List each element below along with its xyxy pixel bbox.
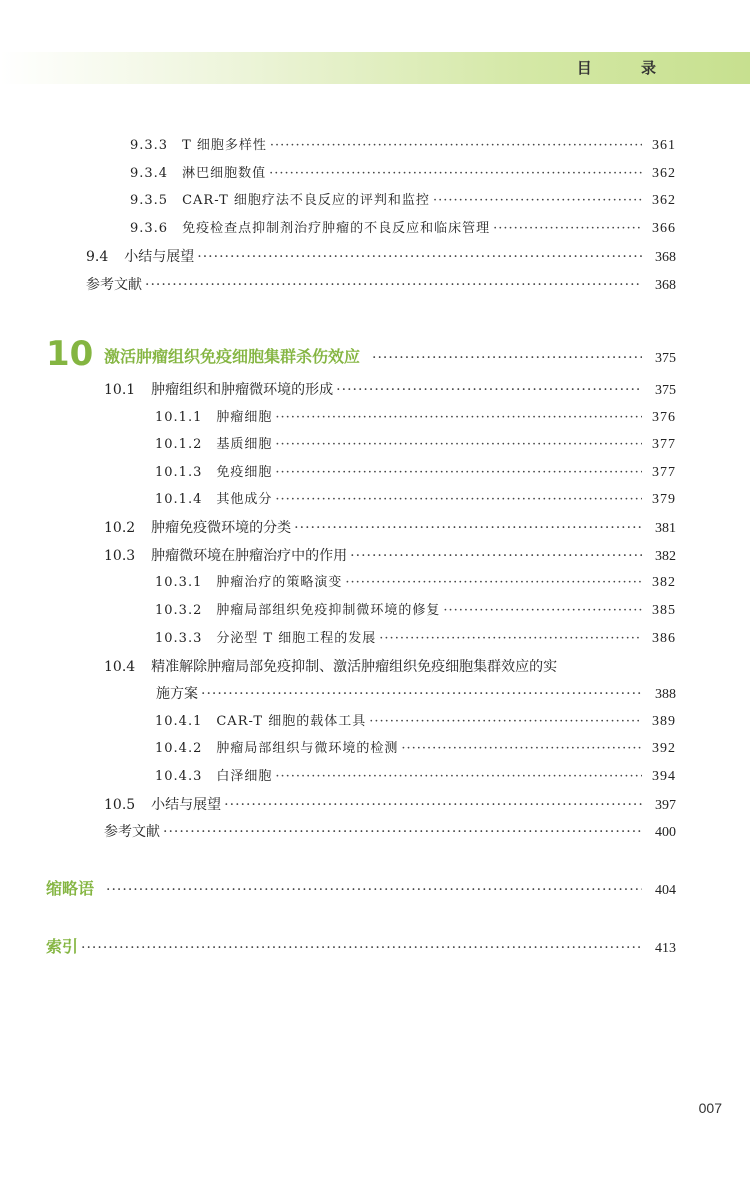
dot-leader [379,628,642,650]
entry-title: 小结与展望 [151,797,222,813]
entry-title: 肿瘤细胞 [216,410,273,425]
entry-page: 404 [655,883,676,898]
entry-title: 肿瘤局部组织与微环境的检测 [216,741,399,756]
abbreviations-entry[interactable] [46,878,676,902]
toc-entry[interactable] [86,274,676,296]
entry-number: 10.4 [104,659,136,675]
entry-page: 361 [652,138,676,153]
entry-title: 免疫检查点抑制剂治疗肿瘤的不良反应和临床管理 [182,221,491,236]
entry-page: 389 [652,714,676,729]
entry-title: 免疫细胞 [216,465,273,480]
entry-number: 10.1.4 [155,492,203,507]
entry-page: 397 [655,798,676,813]
entry-page: 376 [652,410,676,425]
entry-number: 9.3.5 [130,193,169,208]
dot-leader [201,683,642,705]
toc-entry[interactable] [104,517,676,539]
entry-number: 9.3.4 [130,166,169,181]
toc-entry[interactable] [130,218,676,240]
entry-page: 382 [655,549,676,564]
dot-leader [275,766,642,788]
entry-number: 10.4.3 [155,769,203,784]
dot-leader [372,347,642,369]
entry-page: 392 [652,741,676,756]
toc-entry[interactable] [155,766,676,788]
toc-entry[interactable] [104,821,676,843]
entry-page: 413 [655,941,676,956]
dot-leader [106,879,642,901]
entry-number: 10.2 [104,520,136,536]
entry-title: 分泌型 T 细胞工程的发展 [216,631,377,646]
entry-page: 375 [655,351,676,366]
toc-entry[interactable] [104,379,676,401]
toc-entry[interactable] [155,600,676,622]
entry-page: 368 [655,250,676,265]
index-entry[interactable] [46,936,676,960]
entry-page: 366 [652,221,676,236]
entry-number: 10.3.3 [155,631,203,646]
toc-entry[interactable] [155,738,676,760]
dot-leader [294,517,642,539]
entry-title: 施方案 [156,686,198,702]
toc-entry[interactable] [155,489,676,511]
entry-title: 淋巴细胞数值 [182,166,267,181]
entry-number: 10.5 [104,797,136,813]
dot-leader [350,545,642,567]
page-number: 007 [698,1100,722,1116]
dot-leader [493,218,642,240]
entry-number: 10.1.2 [155,437,203,452]
dot-leader [270,135,642,157]
toc-entry-continuation[interactable] [104,683,676,705]
entry-number: 9.3.6 [130,221,169,236]
chapter-heading[interactable] [104,346,676,368]
entry-title: CAR-T 细胞疗法不良反应的评判和监控 [182,193,430,208]
entry-page: 379 [652,492,676,507]
entry-number: 9.4 [86,249,109,265]
entry-title: 参考文献 [86,277,142,293]
dot-leader [443,600,642,622]
header-title: 目 录 [576,59,678,77]
dot-leader [275,489,642,511]
toc-entry[interactable] [155,628,676,650]
toc-entry[interactable] [130,190,676,212]
index-title: 索引 [46,937,79,956]
entry-page: 375 [655,383,676,398]
dot-leader [224,794,642,816]
entry-title: 肿瘤治疗的策略演变 [216,575,343,590]
toc-entry[interactable] [104,656,676,678]
toc-entry[interactable] [155,407,676,429]
entry-title: 参考文献 [104,824,160,840]
dot-leader [197,246,642,268]
entry-page: 388 [655,687,676,702]
dot-leader [336,379,642,401]
dot-leader [433,190,642,212]
entry-title: 肿瘤局部组织免疫抑制微环境的修复 [216,603,441,618]
toc-entry[interactable] [104,794,676,816]
dot-leader [369,711,642,733]
entry-page: 381 [655,521,676,536]
dot-leader [275,462,642,484]
dot-leader [345,572,642,594]
toc-entry[interactable] [155,572,676,594]
entry-page: 382 [652,575,676,590]
entry-page: 385 [652,603,676,618]
entry-number: 10.3 [104,548,136,564]
toc-entry[interactable] [104,545,676,567]
toc-entry[interactable] [130,163,676,185]
entry-title: 小结与展望 [124,249,195,265]
entry-number: 9.3.3 [130,138,169,153]
toc-entry[interactable] [86,246,676,268]
entry-number: 10.4.1 [155,714,203,729]
toc-entry[interactable] [155,434,676,456]
dot-leader [145,274,642,296]
entry-page: 377 [652,437,676,452]
entry-title: 肿瘤微环境在肿瘤治疗中的作用 [151,548,348,564]
entry-page: 368 [655,278,676,293]
entry-number: 10.1.3 [155,465,203,480]
dot-leader [163,821,642,843]
entry-number: 10.3.2 [155,603,203,618]
entry-title: 精准解除肿瘤局部免疫抑制、激活肿瘤组织免疫细胞集群效应的实 [151,659,558,675]
toc-entry[interactable] [155,462,676,484]
entry-title: 基质细胞 [216,437,273,452]
entry-title: 肿瘤组织和肿瘤微环境的形成 [151,382,334,398]
entry-title: 其他成分 [216,492,273,507]
entry-page: 394 [652,769,676,784]
entry-page: 386 [652,631,676,646]
dot-leader [275,407,642,429]
entry-page: 400 [655,825,676,840]
entry-title: 肿瘤免疫微环境的分类 [151,520,292,536]
dot-leader [401,738,642,760]
entry-page: 362 [652,193,676,208]
entry-number: 10.1.1 [155,410,203,425]
entry-title: 白泽细胞 [216,769,273,784]
entry-title: T 细胞多样性 [182,138,267,153]
dot-leader [269,163,642,185]
toc-entry[interactable] [130,135,676,157]
entry-page: 377 [652,465,676,480]
toc-entry[interactable] [155,711,676,733]
entry-number: 10.1 [104,382,136,398]
chapter-number: 10 [46,334,94,374]
entry-page: 362 [652,166,676,181]
dot-leader [81,937,642,959]
abbreviations-title: 缩略语 [46,879,95,898]
entry-title: CAR-T 细胞的载体工具 [216,714,367,729]
dot-leader [275,434,642,456]
chapter-title: 激活肿瘤组织免疫细胞集群杀伤效应 [104,347,361,366]
entry-number: 10.3.1 [155,575,203,590]
entry-number: 10.4.2 [155,741,203,756]
